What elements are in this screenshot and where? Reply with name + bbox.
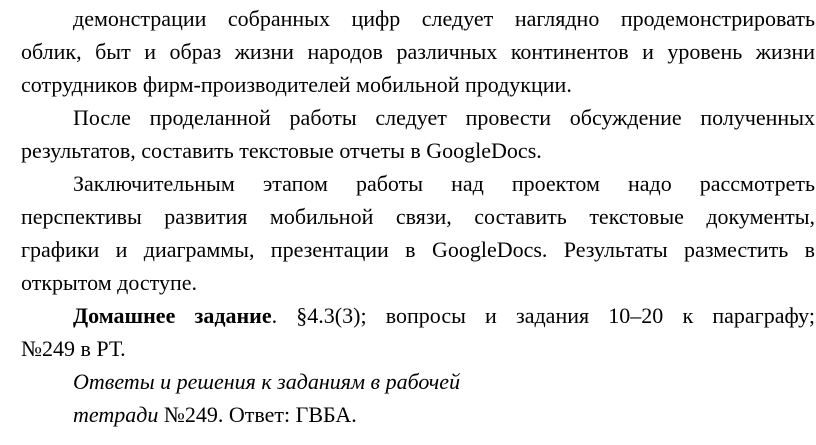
text-run: №249 в РТ. (21, 336, 126, 361)
italic-text-run: тетради (73, 402, 164, 427)
text-run: открытом доступе. (21, 270, 197, 295)
homework-heading-run: Домашнее задание (73, 303, 272, 328)
text-line (21, 2, 815, 35)
text-line-homework (21, 299, 815, 332)
text-run: демонстрации собранных цифр следует наглядно продемонстрировать (73, 6, 815, 31)
text-line-answers-note (21, 365, 815, 398)
text-line (21, 200, 815, 233)
text-line-answer (21, 398, 815, 431)
italic-text-run: Ответы и решения к заданиям в рабочей (73, 369, 461, 394)
text-line (21, 134, 815, 167)
text-line (21, 68, 815, 101)
text-run: . §4.3(3); вопросы и задания 10–20 к параграфу; (271, 303, 815, 328)
text-line (21, 266, 815, 299)
text-line (21, 35, 815, 68)
answer-text-run: №249. Ответ: ГВБА. (163, 402, 357, 427)
text-line (21, 167, 815, 200)
text-run: перспективы развития мобильной связи, составить текстовые документы, (21, 204, 815, 229)
text-line (21, 332, 815, 365)
text-line (21, 233, 815, 266)
text-run: После проделанной работы следует провести обсуждение полученных (73, 105, 815, 130)
text-run: сотрудников фирм-производителей мобильной продукции. (21, 72, 572, 97)
text-run: результатов, составить текстовые отчеты в GoogleDocs. (21, 138, 542, 163)
text-run: облик, быт и образ жизни народов различных континентов и уровень жизни (21, 39, 815, 64)
text-run: графики и диаграммы, презентации в GoogleDocs. Результаты разместить в (21, 237, 815, 262)
text-line (21, 101, 815, 134)
text-run: Заключительным этапом работы над проектом надо рассмотреть (73, 171, 815, 196)
